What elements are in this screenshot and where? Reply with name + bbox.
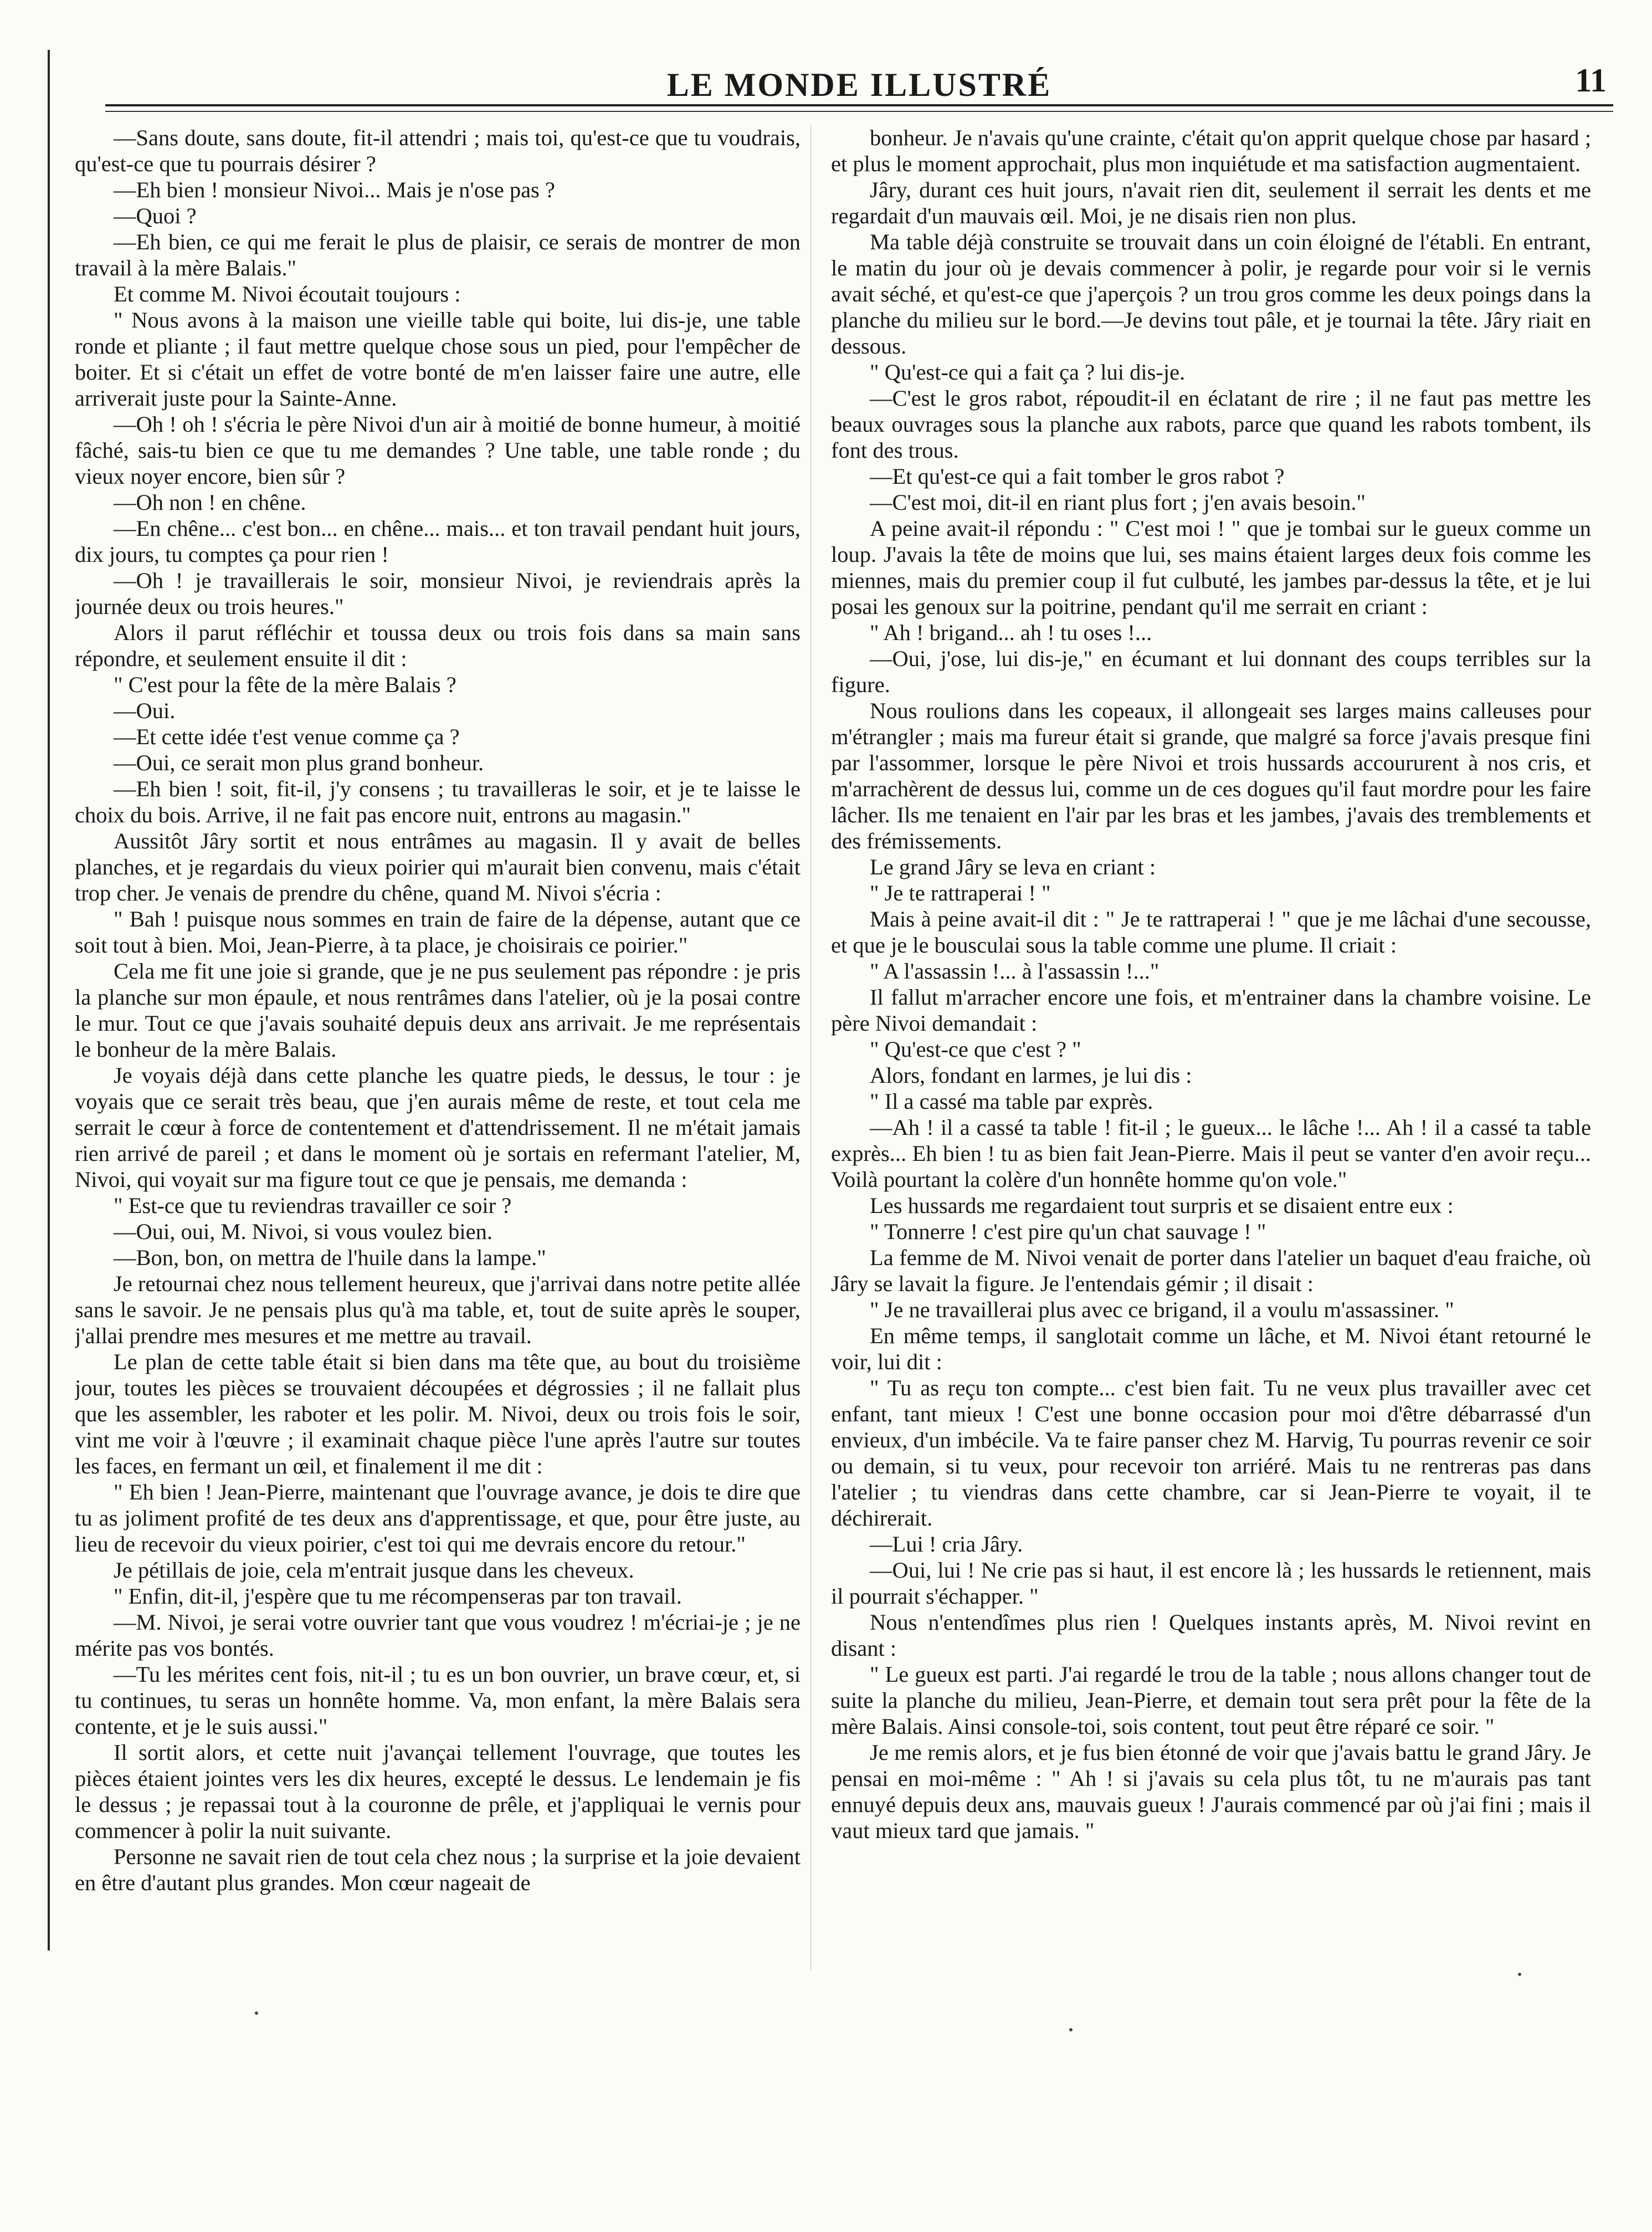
paragraph: Alors, fondant en larmes, je lui dis : (870, 1063, 1192, 1088)
paragraph: —Oui, oui, M. Nivoi, si vous voulez bien. (114, 1219, 492, 1244)
paragraph: Le grand Jâry se leva en criant : (870, 854, 1156, 879)
paragraph: Cela me fit une joie si grande, que je ne pus seulement pas répondre : je pris la planche sur mon épaule, et nous rentrâmes dans l'atelier, où je la posai contre le mur. Tout ce que j'avais souhaité depuis deux ans arrivait. Je me représentais le bonheur de la mère Balais. (75, 959, 801, 1062)
paragraph: —Sans doute, sans doute, fit-il attendri ; mais toi, qu'est-ce que tu voudrais, qu'est-ce que tu pourrais désirer ? (75, 125, 801, 176)
paragraph: —Oui, lui ! Ne crie pas si haut, il est encore là ; les hussards le retiennent, mais il pourrait s'échapper. " (831, 1558, 1591, 1609)
paragraph: —Et qu'est-ce qui a fait tomber le gros rabot ? (870, 464, 1285, 489)
paragraph: Il sortit alors, et cette nuit j'avançai tellement l'ouvrage, que toutes les pièces étaient jointes vers les dix heures, excepté le dessus. Le lendemain je fis le dessus ; je repassai tout à la couronne de prêle, et j'appliquai le vernis pour commencer à polir la nuit suivante. (75, 1740, 801, 1843)
paragraph: Jâry, durant ces huit jours, n'avait rien dit, seulement il serrait les dents et me regardait d'un mauvais œil. Moi, je ne disais rien non plus. (831, 177, 1591, 228)
paragraph: —Eh bien ! monsieur Nivoi... Mais je n'ose pas ? (114, 177, 555, 202)
paragraph: —C'est moi, dit-il en riant plus fort ; j'en avais besoin." (870, 490, 1366, 515)
paragraph: Personne ne savait rien de tout cela chez nous ; la surprise et la joie devaient en être d'autant plus grandes. Mon cœur nageait de (75, 1844, 801, 1895)
page-header (105, 58, 1613, 108)
paragraph: Nous n'entendîmes plus rien ! Quelques instants après, M. Nivoi revint en disant : (831, 1610, 1591, 1661)
paragraph: —Et cette idée t'est venue comme ça ? (114, 724, 460, 749)
paragraph: —Oh non ! en chêne. (114, 490, 306, 515)
paragraph: " Qu'est-ce qui a fait ça ? lui dis-je. (870, 360, 1186, 385)
paragraph: Mais à peine avait-il dit : " Je te rattraperai ! " que je me lâchai d'une secousse, et que je le bousculai sous la table comme une plume. Il criait : (831, 907, 1591, 958)
paragraph: " Je te rattraperai ! " (870, 880, 1051, 905)
paragraph: —Eh bien ! soit, fit-il, j'y consens ; tu travailleras le soir, et je te laisse le choix du bois. Arrive, il ne fait pas encore nuit, entrons au magasin." (75, 776, 801, 827)
paragraph: Je me remis alors, et je fus bien étonné de voir que j'avais battu le grand Jâry. Je pensai en moi-même : " Ah ! si j'avais su cela plus tôt, tu ne m'aurais pas tant ennuyé depuis deux ans, mauvais gueux ! J'aurais commencé par où j'ai fini ; mais il vaut mieux tard que jamais. " (831, 1740, 1591, 1843)
right-column (831, 125, 1591, 1964)
paragraph: Alors il parut réfléchir et toussa deux ou trois fois dans sa main sans répondre, et seulement ensuite il dit : (75, 620, 801, 671)
paragraph: " C'est pour la fête de la mère Balais ? (114, 672, 456, 697)
paragraph: Ma table déjà construite se trouvait dans un coin éloigné de l'établi. En entrant, le matin du jour où je devais commencer à polir, je regarde pour voir si le vernis avait séché, et qu'est-ce que j'aperçois ? un trou gros comme les deux poings dans la planche du milieu sur le bord.—Je devins tout pâle, et je tournai la tête. Jâry riait en dessous. (831, 229, 1591, 359)
paragraph: —En chêne... c'est bon... en chêne... mais... et ton travail pendant huit jours, dix jours, tu comptes ça pour rien ! (75, 516, 801, 567)
paragraph: Nous roulions dans les copeaux, il allongeait ses larges mains calleuses pour m'étrangler ; mais ma fureur était si grande, que malgré sa force j'avais presque fini par l'assommer, lorsque le père Nivoi et trois hussards accoururent à nos cris, et m'arrachèrent de dessus lui, comme un de ces dogues qu'il faut mordre pour les faire lâcher. Ils me tenaient en l'air par les bras et les jambes, j'avais des tremblements et des frémissements. (831, 698, 1591, 853)
paragraph: " Le gueux est parti. J'ai regardé le trou de la table ; nous allons changer tout de suite la planche du milieu, Jean-Pierre, et demain tout sera prêt pour la fête de la mère Balais. Ainsi console-toi, sois content, tout peut être réparé ce soir. " (831, 1662, 1591, 1739)
paragraph: Il fallut m'arracher encore une fois, et m'entrainer dans la chambre voisine. Le père Nivoi demandait : (831, 985, 1591, 1036)
paragraph: —Ah ! il a cassé ta table ! fit-il ; le gueux... le lâche !... Ah ! il a cassé ta table exprès... Eh bien ! tu as bien fait Jean-Pierre. Mais il peut se vanter d'en avoir reçu... Voilà pourtant la colère d'un honnête homme qu'on vole." (831, 1115, 1591, 1192)
masthead-title: LE MONDE ILLUSTRÉ (666, 66, 1052, 103)
paragraph: —Tu les mérites cent fois, nit-il ; tu es un bon ouvrier, un brave cœur, et, si tu continues, tu seras un honnête homme. Va, mon enfant, la mère Balais sera contente, et je le suis aussi." (75, 1662, 801, 1739)
paragraph: En même temps, il sanglotait comme un lâche, et M. Nivoi étant retourné le voir, lui dit : (831, 1323, 1591, 1374)
paragraph: —C'est le gros rabot, répoudit-il en éclatant de rire ; il ne faut pas mettre les beaux ouvrages sous la planche aux rabots, parce que quand les rabots tombent, ils font des trous. (831, 386, 1591, 463)
paragraph: —Quoi ? (114, 203, 197, 228)
paragraph: Le plan de cette table était si bien dans ma tête que, au bout du troisième jour, toutes les pièces se trouvaient découpées et dégrossies ; il ne fallait plus que les assembler, les raboter et les polir. M. Nivoi, deux ou trois fois le soir, vint me voir à l'œuvre ; il examinait chaque pièce l'une après l'autre sur toutes les faces, en fermant un œil, et finalement il me dit : (75, 1349, 801, 1478)
column-divider (810, 125, 811, 1970)
paragraph: " Est-ce que tu reviendras travailler ce soir ? (114, 1193, 512, 1218)
paragraph: " Eh bien ! Jean-Pierre, maintenant que l'ouvrage avance, je dois te dire que tu as joliment profité de tes deux ans d'apprentissage, et que, pour être juste, au lieu de recevoir du vieux poirier, c'est toi qui me devrais encore du retour." (75, 1480, 801, 1557)
paragraph: Aussitôt Jâry sortit et nous entrâmes au magasin. Il y avait de belles planches, et je regardais du vieux poirier qui m'aurait bien convenu, mais c'était trop cher. Je venais de prendre du chêne, quand M. Nivoi s'écria : (75, 828, 801, 905)
paragraph: " A l'assassin !... à l'assassin !..." (870, 959, 1160, 984)
paragraph: Je retournai chez nous tellement heureux, que j'arrivai dans notre petite allée sans le savoir. Je ne pensais plus qu'à ma table, et, tout de suite après le souper, j'allai prendre mes mesures et me mettre au travail. (75, 1271, 801, 1348)
paragraph: " Tu as reçu ton compte... c'est bien fait. Tu ne veux plus travailler avec cet enfant, tant mieux ! C'est une bonne occasion pour moi d'être débarrassé d'un envieux, d'un imbécile. Va te faire panser chez M. Harvig, Tu pourras revenir ce soir ou demain, si tu veux, pour recevoir ton arriéré. Mais tu ne rentreras pas dans l'atelier ; tu viendras dans cette chambre, car si Jean-Pierre te voyait, il te déchirerait. (831, 1375, 1591, 1530)
paragraph: —M. Nivoi, je serai votre ouvrier tant que vous voudrez ! m'écriai-je ; je ne mérite pas vos bontés. (75, 1610, 801, 1661)
paragraph: —Eh bien, ce qui me ferait le plus de plaisir, ce serais de montrer de mon travail à la mère Balais." (75, 229, 801, 280)
paragraph: La femme de M. Nivoi venait de porter dans l'atelier un baquet d'eau fraiche, où Jâry se lavait la figure. Je l'entendais gémir ; il disait : (831, 1245, 1591, 1296)
paragraph: " Il a cassé ma table par exprès. (870, 1089, 1153, 1114)
paragraph: —Oh ! je travaillerais le soir, monsieur Nivoi, je reviendrais après la journée deux ou trois heures." (75, 568, 801, 619)
paragraph: A peine avait-il répondu : " C'est moi ! " que je tombai sur le gueux comme un loup. J'avais la tête de moins que lui, ses mains étaient larges deux fois comme les miennes, mais du premier coup il fut culbuté, les jambes par-dessus la tête, et je lui posai les genoux sur la poitrine, pendant qu'il me serrait en criant : (831, 516, 1591, 619)
header-rule-thin (105, 111, 1613, 112)
page-edge-rule (48, 50, 50, 1951)
paragraph: " Nous avons à la maison une vieille table qui boite, lui dis-je, une table ronde et pliante ; il faut mettre quelque chose sous un pied, pour l'empêcher de boiter. Et si c'était un effet de votre bonté de m'en laisser faire une autre, elle arriverait juste pour la Sainte-Anne. (75, 308, 801, 411)
paragraph: Et comme M. Nivoi écoutait toujours : (114, 281, 461, 306)
paragraph: —Bon, bon, on mettra de l'huile dans la lampe." (114, 1245, 546, 1270)
print-speck (1518, 1973, 1521, 1976)
print-speck (1069, 2028, 1073, 2031)
paragraph: " Bah ! puisque nous sommes en train de faire de la dépense, autant que ce soit tout à bien. Moi, Jean-Pierre, à ta place, je choisirais ce poirier." (75, 907, 801, 958)
paragraph: —Lui ! cria Jâry. (870, 1532, 1023, 1557)
paragraph: " Qu'est-ce que c'est ? " (870, 1037, 1081, 1062)
paragraph: —Oui. (114, 698, 176, 723)
paragraph: —Oui, j'ose, lui dis-je," en écumant et lui donnant des coups terribles sur la figure. (831, 646, 1591, 697)
paragraph: bonheur. Je n'avais qu'une crainte, c'était qu'on apprit quelque chose par hasard ; et plus le moment approchait, plus mon inquiétude et ma satisfaction augmentaient. (831, 125, 1591, 176)
paragraph: —Oh ! oh ! s'écria le père Nivoi d'un air à moitié de bonne humeur, à moitié fâché, sais-tu bien ce que tu me demandes ? Une table, une table ronde ; du vieux noyer encore, bien sûr ? (75, 412, 801, 489)
left-column (75, 125, 801, 1964)
header-rule-thick (105, 104, 1613, 106)
print-speck (255, 2011, 258, 2015)
paragraph: " Ah ! brigand... ah ! tu oses !... (870, 620, 1152, 645)
paragraph: —Oui, ce serait mon plus grand bonheur. (114, 750, 484, 775)
page-number: 11 (1575, 62, 1607, 99)
paragraph: " Je ne travaillerai plus avec ce brigand, il a voulu m'assassiner. " (870, 1297, 1454, 1322)
paragraph: " Tonnerre ! c'est pire qu'un chat sauvage ! " (870, 1219, 1266, 1244)
paragraph: Les hussards me regardaient tout surpris et se disaient entre eux : (870, 1193, 1454, 1218)
paragraph: " Enfin, dit-il, j'espère que tu me récompenseras par ton travail. (114, 1584, 682, 1609)
paragraph: Je voyais déjà dans cette planche les quatre pieds, le dessus, le tour : je voyais que ce serait très beau, que j'en aurais même de reste, et tout cela me serrait le cœur à force de contentement et d'attendrissement. Il ne m'était jamais rien arrivé de pareil ; et dans le moment où je sortais en refermant l'atelier, M, Nivoi, qui voyait sur ma figure tout ce que je pensais, me demanda : (75, 1063, 801, 1192)
paragraph: Je pétillais de joie, cela m'entrait jusque dans les cheveux. (114, 1558, 634, 1583)
